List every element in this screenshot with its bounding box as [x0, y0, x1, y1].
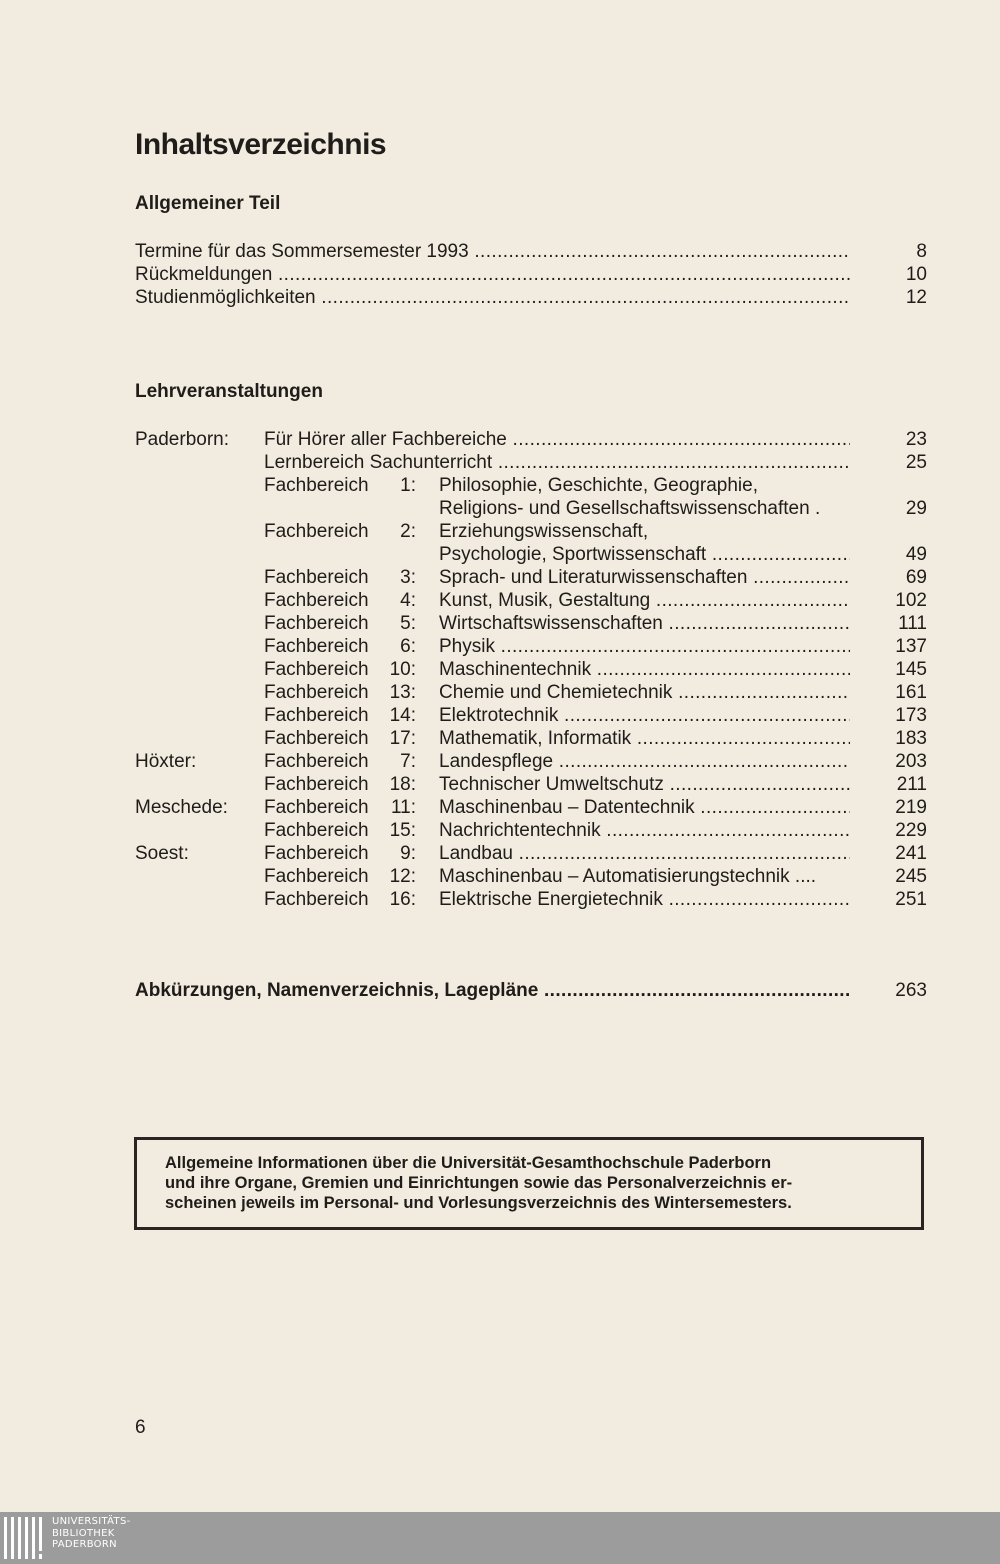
toc-entry: Soest: Fachbereich 9: Landbau ..... 241	[135, 842, 927, 865]
toc-entry: Paderborn: Für Hörer aller Fachbereiche ..... 23	[135, 428, 927, 451]
toc-entry: Fachbereich 10: Maschinentechnik ..... 145	[135, 658, 927, 681]
page-ref: 12	[905, 287, 927, 308]
page-title: Inhaltsverzeichnis	[135, 128, 387, 161]
page-ref: 161	[895, 682, 927, 703]
page-ref: 245	[895, 866, 927, 887]
page-ref: 10	[905, 264, 927, 285]
toc-entry: Fachbereich 4: Kunst, Musik, Gestaltung ..... 102	[135, 589, 927, 612]
page-ref: 25	[905, 452, 927, 473]
toc-entry: Fachbereich 2: Erziehungswissenschaft,	[264, 521, 649, 542]
toc-entry: Fachbereich 13: Chemie und Chemietechnik ..... 161	[135, 681, 927, 704]
library-footer-bar	[0, 1512, 1000, 1564]
page-ref: 211	[896, 774, 927, 795]
page-number: 6	[135, 1417, 146, 1438]
toc-entry: Termine für das Sommersemester 1993 ..... 8	[135, 240, 927, 263]
page-ref: 111	[898, 613, 927, 634]
page-ref: 263	[895, 980, 927, 1001]
page-ref: 145	[895, 659, 927, 680]
page-ref: 8	[916, 241, 927, 262]
location-label: Meschede:	[135, 797, 228, 818]
toc-entry: Meschede: Fachbereich 11: Maschinenbau – Datentechnik ..... 219	[135, 796, 927, 819]
location-label: Höxter:	[135, 751, 197, 772]
page-ref: 229	[895, 820, 927, 841]
section-heading-courses: Lehrveranstaltungen	[135, 381, 323, 402]
location-label: Paderborn:	[135, 429, 230, 450]
page-ref: 23	[905, 429, 927, 450]
toc-entry: Höxter: Fachbereich 7: Landespflege ..... 203	[135, 750, 927, 773]
toc-entry: Fachbereich 5: Wirtschaftswissenschaften ..... 111	[135, 612, 927, 635]
toc-entry: Fachbereich 1: Philosophie, Geschichte, Geographie,	[264, 475, 758, 496]
toc-entry: Fachbereich 6: Physik ..... 137	[135, 635, 927, 658]
page-ref: 49	[905, 544, 927, 565]
toc-entry: Fachbereich 14: Elektrotechnik ..... 173	[135, 704, 927, 727]
toc-entry-continuation: Psychologie, Sportwissenschaft ..... 49	[135, 543, 927, 566]
notice-box	[134, 1137, 924, 1230]
location-label: Soest:	[135, 843, 189, 864]
toc-entry-appendix: Abkürzungen, Namenverzeichnis, Lagepläne ..... 263	[135, 979, 927, 1002]
page-ref: 241	[895, 843, 927, 864]
page-ref: 173	[895, 705, 927, 726]
toc-entry: Rückmeldungen ..... 10	[135, 263, 927, 286]
page-ref: 137	[895, 636, 927, 657]
notice-line: Allgemeine Informationen über die Universität-Gesamthochschule Paderborn	[165, 1154, 772, 1172]
page-ref: 183	[895, 728, 927, 749]
page-ref: 203	[895, 751, 927, 772]
page-ref: 69	[905, 567, 927, 588]
toc-entry-continuation: Religions- und Gesellschaftswissenschaften . 29	[439, 498, 927, 519]
toc-entry: Lernbereich Sachunterricht ..... 25	[135, 451, 927, 474]
section-heading-general: Allgemeiner Teil	[135, 193, 281, 214]
toc-entry: Studienmöglichkeiten ..... 12	[135, 286, 927, 309]
toc-entry: Fachbereich 18: Technischer Umweltschutz ..... 211	[135, 773, 927, 796]
toc-entry: Fachbereich 15: Nachrichtentechnik ..... 229	[135, 819, 927, 842]
toc-entry: Fachbereich 16: Elektrische Energietechnik ..... 251	[135, 888, 927, 911]
page-ref: 251	[895, 889, 927, 910]
toc-entry: Fachbereich 12: Maschinenbau – Automatisierungstechnik .... 245	[264, 866, 927, 887]
toc-entry: Fachbereich 3: Sprach- und Literaturwissenschaften ..... 69	[135, 566, 927, 589]
toc-entry: Fachbereich 17: Mathematik, Informatik ..... 183	[135, 727, 927, 750]
library-logo-text: UNIVERSITÄTS- BIBLIOTHEK PADERBORN	[52, 1516, 131, 1550]
notice-line: und ihre Organe, Gremien und Einrichtungen sowie das Personalverzeichnis er-	[165, 1174, 793, 1192]
page-ref: 219	[895, 797, 927, 818]
notice-line: scheinen jeweils im Personal- und Vorlesungsverzeichnis des Wintersemesters.	[165, 1194, 792, 1212]
library-barcode-icon	[4, 1517, 50, 1559]
page-ref: 29	[905, 498, 927, 519]
page-ref: 102	[895, 590, 927, 611]
